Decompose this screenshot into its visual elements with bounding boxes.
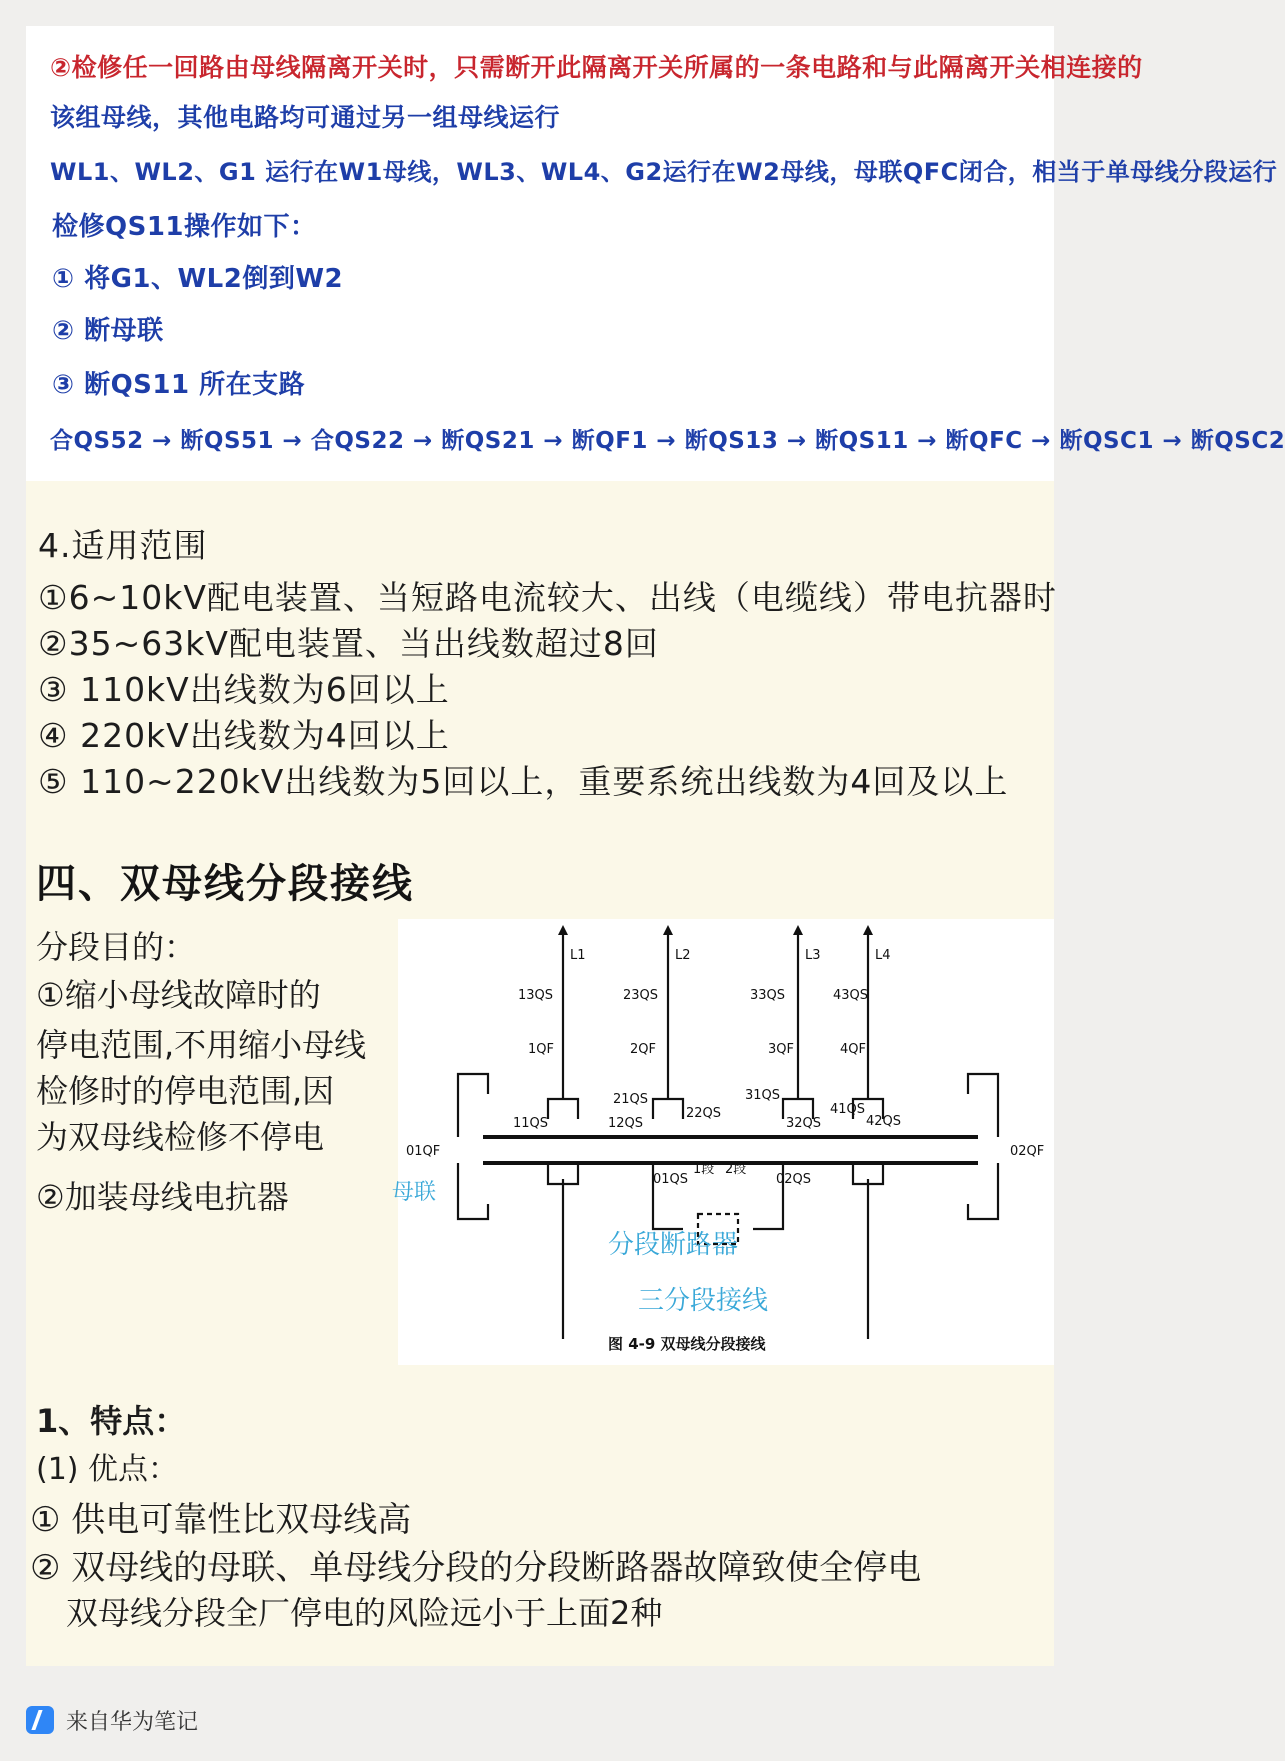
label: 32QS	[786, 1116, 822, 1131]
label: 13QS	[518, 988, 554, 1003]
annotation-bus-tie: 母联	[392, 1180, 437, 1205]
label: 21QS	[613, 1092, 649, 1107]
label: L1	[570, 948, 586, 963]
purpose-line: ②加装母线电抗器	[36, 1178, 289, 1216]
label: 43QS	[833, 988, 869, 1003]
purpose-label: 分段目的：	[36, 928, 197, 966]
label: 42QS	[866, 1114, 902, 1129]
purpose-line: 检修时的停电范围,因	[36, 1072, 335, 1110]
label: 1QF	[528, 1042, 554, 1057]
label: 1段	[693, 1162, 715, 1177]
note-page	[26, 26, 1285, 1666]
wiring-diagram-svg	[392, 919, 1054, 1365]
label: 33QS	[750, 988, 786, 1003]
footer-text: 来自华为笔记	[66, 1709, 199, 1735]
range-item: ①6~10kV配电装置、当短路电流较大、出线（电缆线）带电抗器时	[38, 578, 1057, 617]
label: 4QF	[840, 1042, 866, 1057]
note-line-2: 该组母线，其他电路均可通过另一组母线运行	[50, 103, 561, 132]
label: L2	[675, 948, 691, 963]
step-2: ② 断母联	[52, 316, 164, 346]
step-1: ① 将G1、WL2倒到W2	[52, 264, 344, 294]
footer-source	[26, 1700, 198, 1740]
label: 01QF	[406, 1144, 441, 1159]
section4-title: 4.适用范围	[38, 526, 208, 565]
annotation-three-section: 三分段接线	[638, 1286, 769, 1316]
label: 02QF	[1010, 1144, 1045, 1159]
figure-caption: 图 4-9 双母线分段接线	[608, 1335, 766, 1353]
label: 3QF	[768, 1042, 794, 1057]
feeder-arrows	[558, 925, 873, 935]
range-item: ②35~63kV配电装置、当出线数超过8回	[38, 624, 659, 663]
label: 22QS	[686, 1106, 722, 1121]
label: 23QS	[623, 988, 659, 1003]
step-3: ③ 断QS11 所在支路	[52, 370, 306, 400]
label: L3	[805, 948, 821, 963]
huawei-notes-icon	[26, 1706, 54, 1734]
label: 01QS	[653, 1172, 689, 1187]
operation-sequence: 合QS52 → 断QS51 → 合QS22 → 断QS21 → 断QF1 → 断QS13 → 断QS11 → 断QFC → 断QSC1 → 断QSC2	[50, 428, 1285, 454]
label: 31QS	[745, 1088, 781, 1103]
label: 2QF	[630, 1042, 656, 1057]
label: 02QS	[776, 1172, 812, 1187]
label: 12QS	[608, 1116, 644, 1131]
range-item: ⑤ 110~220kV出线数为5回以上，重要系统出线数为4回及以上	[38, 762, 1009, 801]
label: 11QS	[513, 1116, 549, 1131]
note-line-3: WL1、WL2、G1 运行在W1母线，WL3、WL4、G2运行在W2母线，母联QFC闭合，相当于单母线分段运行	[50, 158, 1278, 186]
double-bus-sectionalized-diagram	[392, 919, 1054, 1365]
handwritten-notes-block	[26, 26, 1285, 481]
range-item: ④ 220kV出线数为4回以上	[38, 716, 450, 755]
label: 41QS	[830, 1102, 866, 1117]
section-heading: 四、双母线分段接线	[36, 861, 414, 907]
note-line-1: ②检修任一回路由母线隔离开关时，只需断开此隔离开关所属的一条电路和与此隔离开关相连接的	[50, 53, 1143, 82]
purpose-line: 停电范围,不用缩小母线	[36, 1026, 367, 1064]
purpose-line: ①缩小母线故障时的	[36, 976, 321, 1014]
annotation-section-breaker: 分段断路器	[608, 1230, 739, 1260]
advantages-title: (1) 优点：	[36, 1452, 179, 1487]
advantage-item: ① 供电可靠性比双母线高	[30, 1500, 412, 1540]
note-line-4: 检修QS11操作如下：	[52, 212, 317, 242]
advantage-item: 双母线分段全厂停电的风险远小于上面2种	[66, 1594, 663, 1632]
label: 2段	[725, 1162, 747, 1177]
purpose-line: 为双母线检修不停电	[36, 1118, 325, 1156]
features-title: 1、特点：	[36, 1402, 187, 1440]
advantage-item: ② 双母线的母联、单母线分段的分段断路器故障致使全停电	[30, 1548, 922, 1588]
label: L4	[875, 948, 891, 963]
range-item: ③ 110kV出线数为6回以上	[38, 670, 450, 709]
